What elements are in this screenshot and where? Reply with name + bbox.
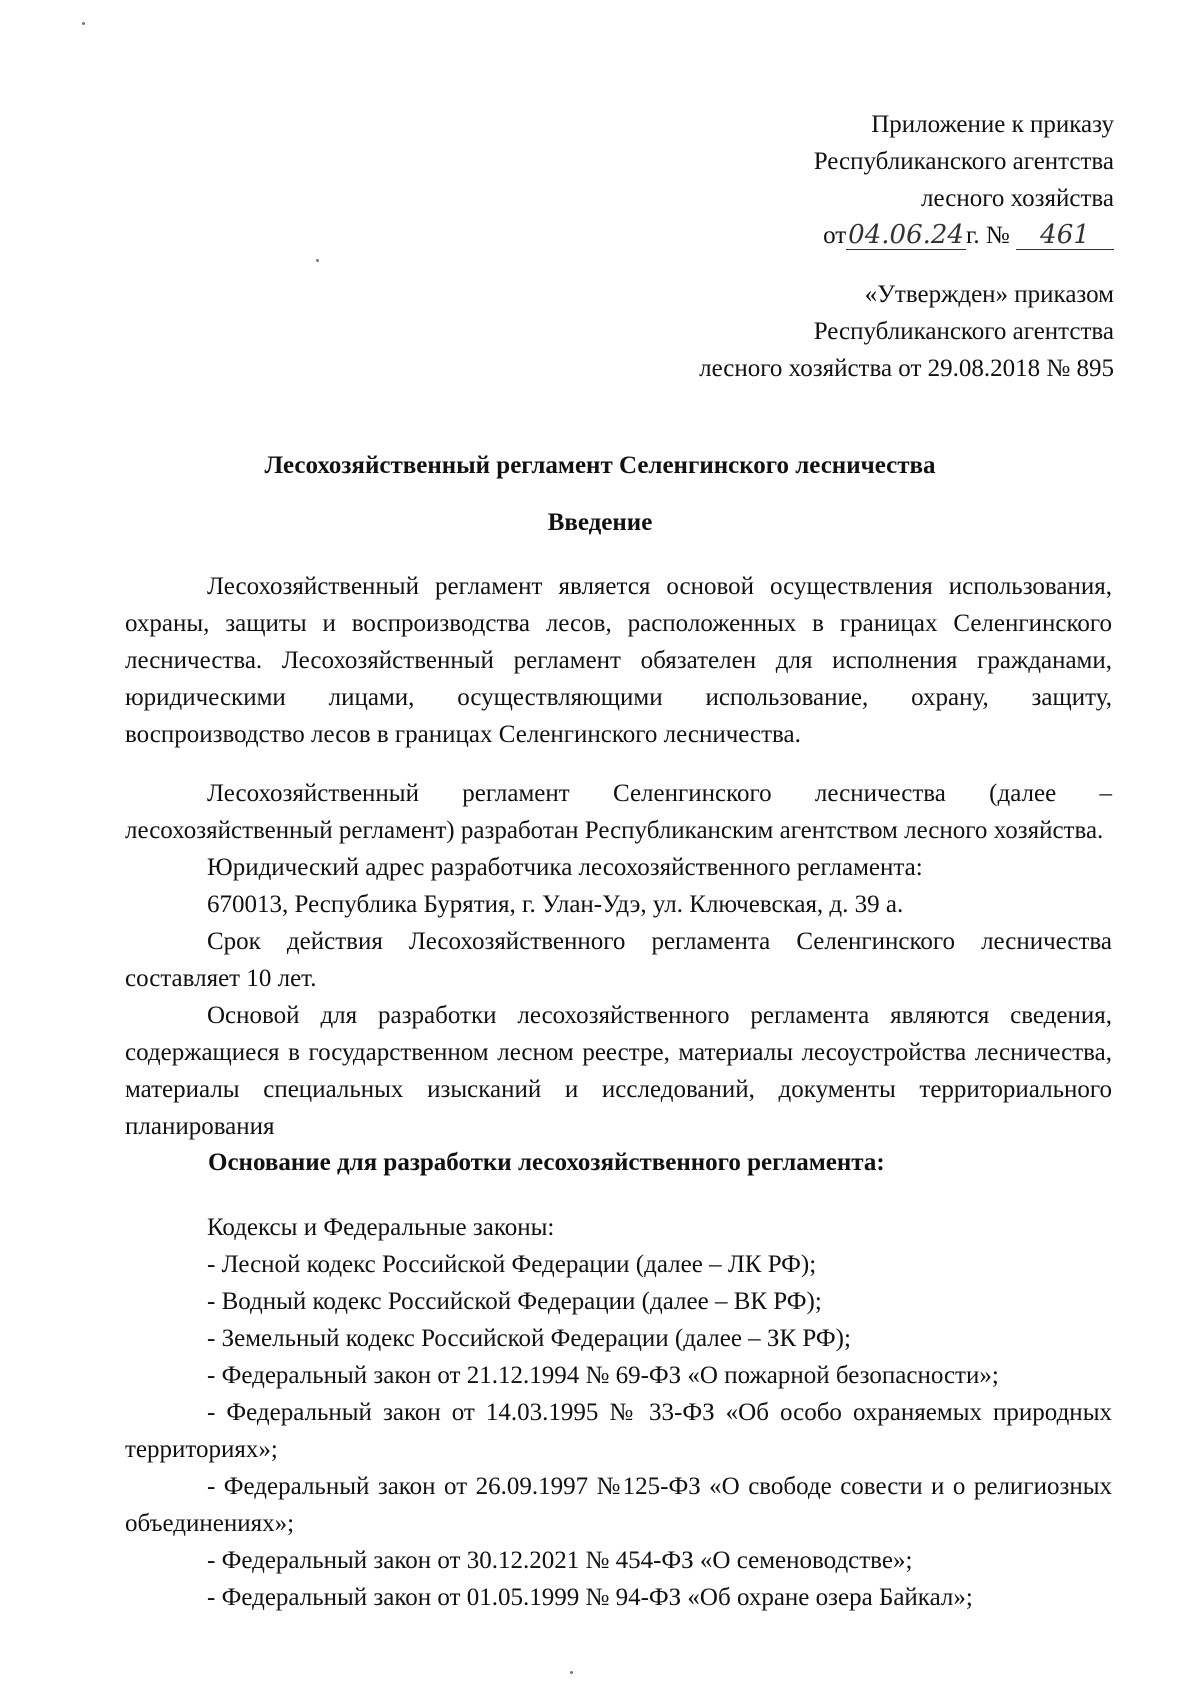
appendix-line-3: лесного хозяйства [921, 185, 1114, 212]
appendix-line-2: Республиканского агентства [813, 148, 1114, 175]
intro-text-4: 670013, Республика Бурятия, г. Улан-Удэ, ул. Ключевская, д. 39 а. [207, 891, 904, 918]
basis-item: - Федеральный закон от 30.12.2021 № 454-ФЗ «О семеноводстве»; [207, 1547, 913, 1574]
approved-line-1: «Утвержден» приказом [864, 281, 1114, 308]
intro-paragraph-1 [125, 568, 1112, 753]
basis-item: - Федеральный закон от 26.09.1997 №125-ФЗ «О свободе совести и о религиозных объединениях»; [125, 1473, 1112, 1537]
scan-speck [570, 1671, 573, 1674]
appendix-line-1: Приложение к приказу [871, 111, 1114, 138]
basis-list [125, 1209, 1112, 1616]
approved-line-3: лесного хозяйства от 29.08.2018 № 895 [699, 355, 1114, 382]
appendix-block [814, 106, 1114, 254]
intro-text-3: Юридический адрес разработчика лесохозяйственного регламента: [207, 854, 923, 881]
order-prefix: от [823, 222, 847, 249]
intro-text-6: Основой для разработки лесохозяйственного регламента являются сведения, содержащиеся в государственном лесном реестре, материалы лесоустройства лесничества, материалы специальных изысканий и исследований, документы территориального планирования [125, 1002, 1112, 1140]
intro-heading: Введение [547, 509, 653, 536]
basis-item: - Лесной кодекс Российской Федерации (далее – ЛК РФ); [207, 1251, 817, 1278]
scan-speck [316, 259, 319, 262]
basis-item: - Земельный кодекс Российской Федерации (далее – ЗК РФ); [207, 1325, 851, 1352]
approved-block [699, 276, 1114, 387]
scan-speck [82, 22, 85, 25]
document-title: Лесохозяйственный регламент Селенгинского лесничества [264, 452, 936, 479]
basis-item: Кодексы и Федеральные законы: [207, 1214, 555, 1241]
appendix-order-line [814, 217, 1114, 254]
basis-item: - Федеральный закон от 14.03.1995 № 33-ФЗ «Об особо охраняемых природных территориях»; [125, 1399, 1112, 1463]
approved-line-2: Республиканского агентства [813, 318, 1114, 345]
basis-item: - Федеральный закон от 21.12.1994 № 69-ФЗ «О пожарной безопасности»; [207, 1362, 999, 1389]
order-mid: г. № [965, 222, 1010, 249]
basis-item: - Водный кодекс Российской Федерации (далее – ВК РФ); [207, 1288, 822, 1315]
handwritten-order-number: 461 [1016, 221, 1114, 250]
intro-text-5: Срок действия Лесохозяйственного регламента Селенгинского лесничества составляет 10 лет. [125, 928, 1112, 992]
basis-heading: Основание для разработки лесохозяйственного регламента: [208, 1149, 885, 1176]
basis-item: - Федеральный закон от 01.05.1999 № 94-ФЗ «Об охране озера Байкал»; [207, 1584, 973, 1611]
intro-paragraphs [125, 775, 1112, 1145]
handwritten-order-date: 04.06.24 [848, 220, 964, 250]
intro-text-2: Лесохозяйственный регламент Селенгинского лесничества (далее – лесохозяйственный регламент) разработан Республиканским агентством лесного хозяйства. [125, 780, 1112, 844]
intro-text-1: Лесохозяйственный регламент является основой осуществления использования, охраны, защиты и воспроизводства лесов, расположенных в границах Селенгинского лесничества. Лесохозяйственный регламент обязателен для исполнения гражданами, юридическими лицами, осуществляющими использование, охрану, защиту, воспроизводство лесов в границах Селенгинского лесничества. [125, 573, 1112, 748]
